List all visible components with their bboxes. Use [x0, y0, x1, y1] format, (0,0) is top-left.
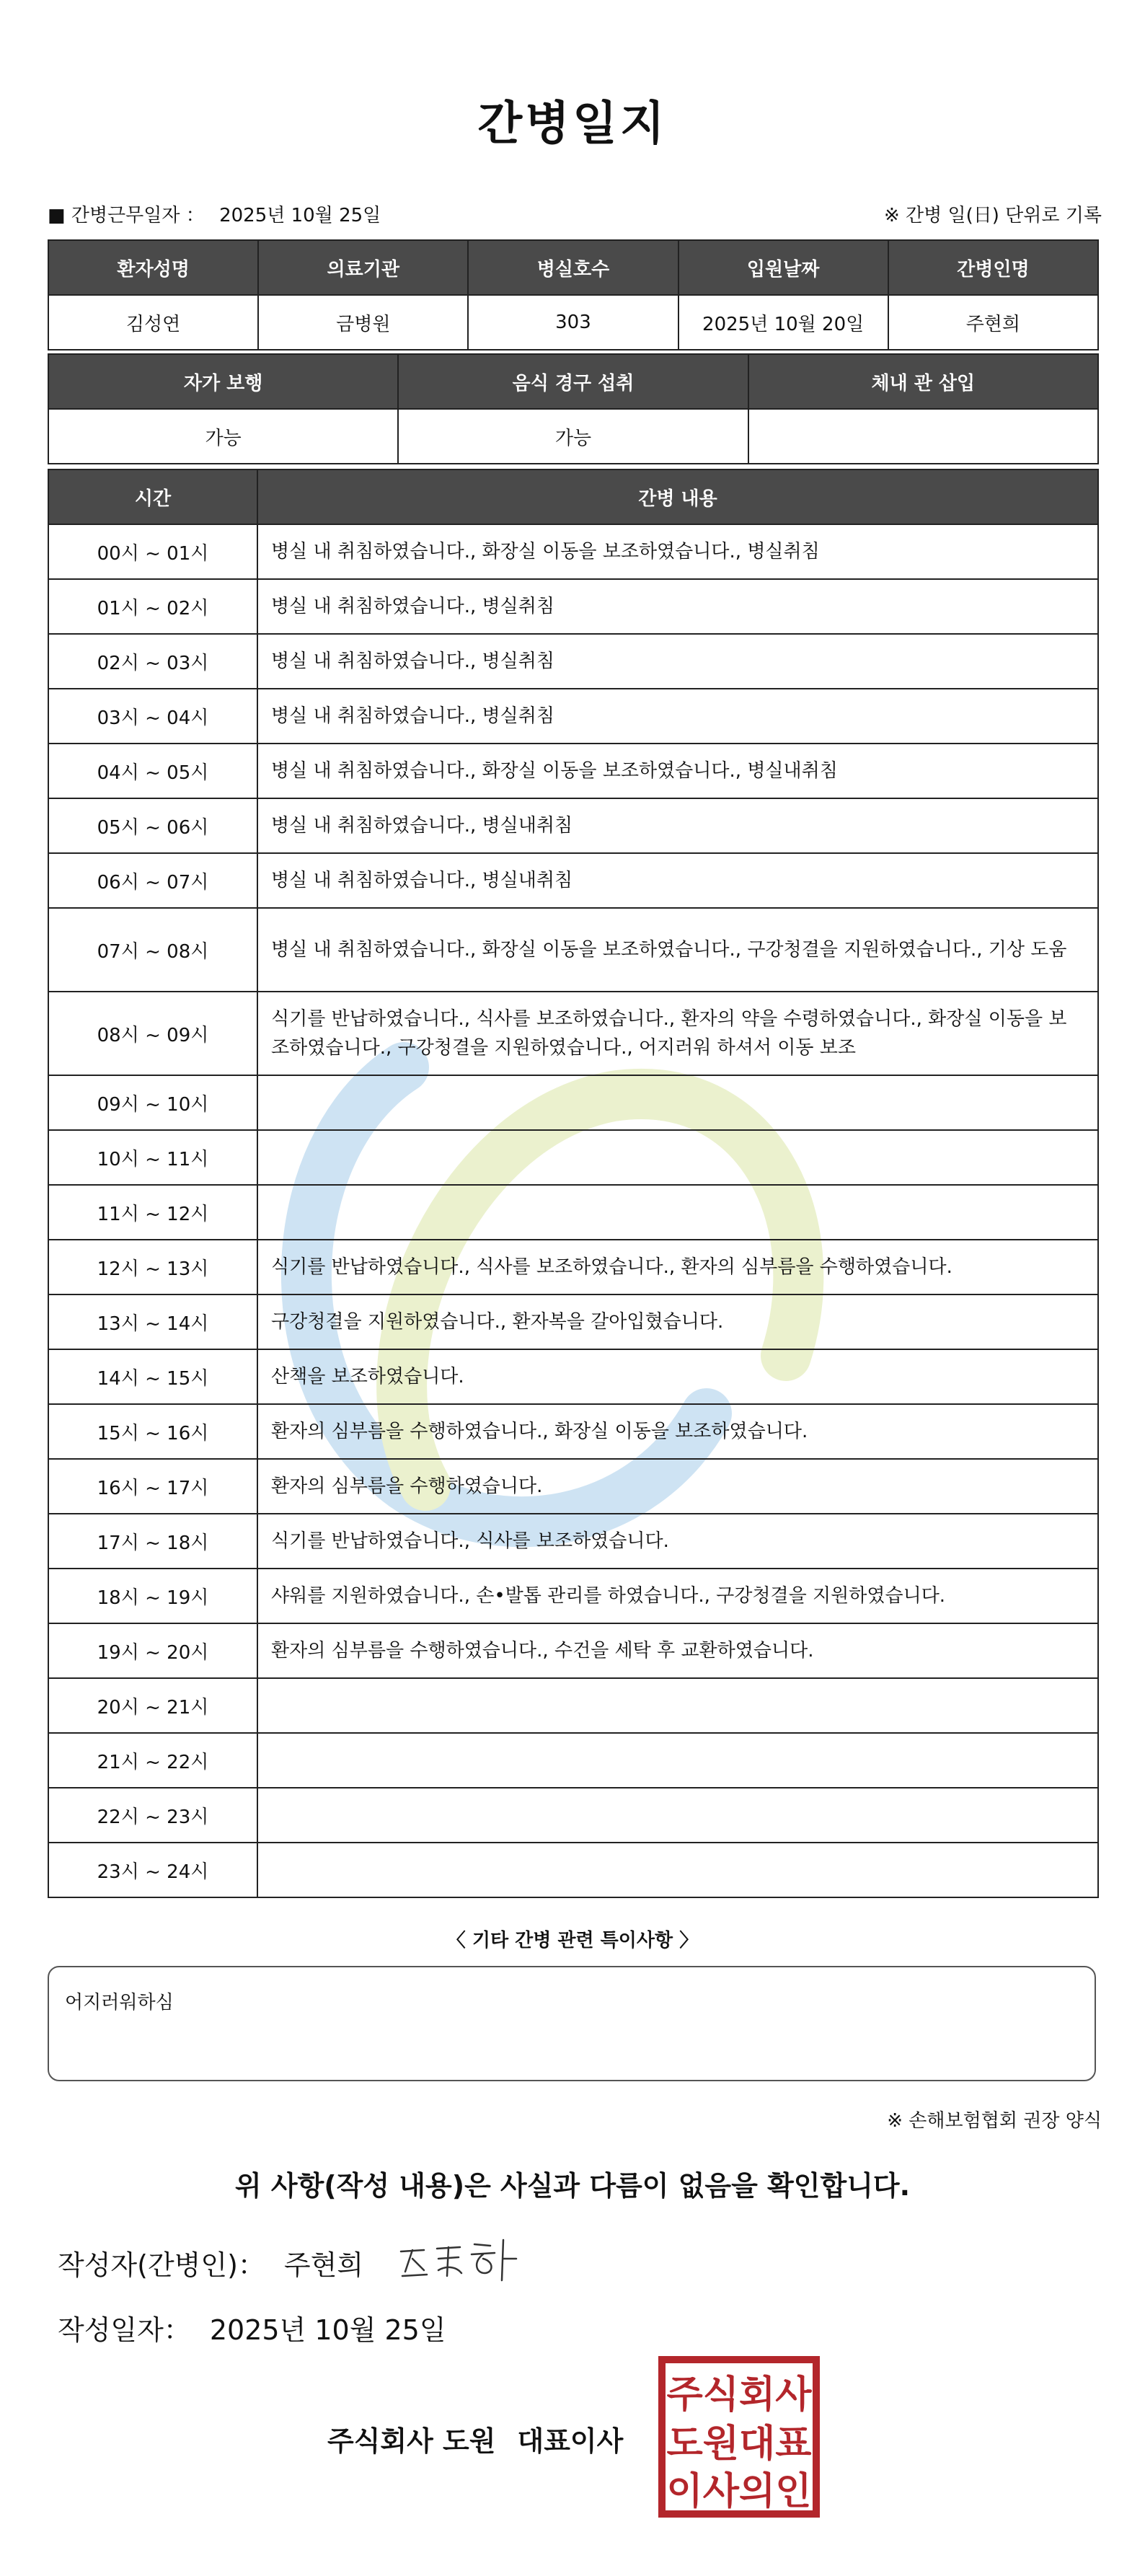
writer-name: 주현희 — [283, 2249, 364, 2281]
care-row — [48, 689, 1098, 744]
care-row — [48, 1130, 1098, 1185]
seal-line-2: 도원대표 — [666, 2422, 812, 2466]
care-content: 환자의 심부름을 수행하였습니다., 화장실 이동을 보조하였습니다. — [257, 1404, 1098, 1459]
work-date — [48, 200, 381, 227]
care-row — [48, 634, 1098, 689]
company-line — [327, 2419, 623, 2458]
info-header: 환자성명 — [48, 240, 258, 295]
care-time: 02시 ~ 03시 — [48, 634, 257, 689]
special-notes-box: 어지러워하심 — [48, 1966, 1096, 2081]
care-content: 식기를 반납하였습니다., 식사를 보조하였습니다., 환자의 약을 수령하였습니다., 화장실 이동을 보조하였습니다., 구강청결을 지원하였습니다., 어지러워 하셔서 이동 보조 — [257, 992, 1098, 1075]
care-time: 23시 ~ 24시 — [48, 1843, 257, 1897]
tube-insertion-value — [748, 409, 1098, 464]
care-time: 14시 ~ 15시 — [48, 1349, 257, 1404]
care-time: 17시 ~ 18시 — [48, 1514, 257, 1569]
care-row — [48, 579, 1098, 634]
care-row — [48, 798, 1098, 853]
care-time: 04시 ~ 05시 — [48, 744, 257, 798]
room-number: 303 — [468, 295, 678, 350]
care-time: 05시 ~ 06시 — [48, 798, 257, 853]
care-time: 08시 ~ 09시 — [48, 992, 257, 1075]
care-content: 산책을 보조하였습니다. — [257, 1349, 1098, 1404]
recommended-form-note: ※ 손해보험협회 권장 양식 — [887, 2110, 1102, 2132]
company-seal-stamp — [658, 2355, 821, 2518]
company-role: 대표이사 — [517, 2425, 624, 2457]
care-row — [48, 1404, 1098, 1459]
care-row — [48, 1075, 1098, 1130]
care-row — [48, 1788, 1098, 1843]
care-time: 12시 ~ 13시 — [48, 1240, 257, 1294]
care-row — [48, 853, 1098, 908]
care-row — [48, 1843, 1098, 1897]
care-row — [48, 1459, 1098, 1514]
care-time: 16시 ~ 17시 — [48, 1459, 257, 1514]
care-content: 병실 내 취침하였습니다., 병실내취침 — [257, 798, 1098, 853]
caregiver-name: 주현희 — [888, 295, 1098, 350]
care-content — [257, 1185, 1098, 1240]
care-content: 구강청결을 지원하였습니다., 환자복을 갈아입혔습니다. — [257, 1294, 1098, 1349]
patient-condition-table — [48, 353, 1099, 464]
care-time: 00시 ~ 01시 — [48, 524, 257, 579]
seal-line-1: 주식회사 — [666, 2373, 812, 2417]
care-row — [48, 744, 1098, 798]
care-content: 식기를 반납하였습니다., 식사를 보조하였습니다. — [257, 1514, 1098, 1569]
care-row — [48, 1294, 1098, 1349]
written-date-value: 2025년 10월 25일 — [209, 2314, 446, 2346]
content-column-header: 간병 내용 — [257, 469, 1098, 524]
care-content: 병실 내 취침하였습니다., 화장실 이동을 보조하였습니다., 병실취침 — [257, 524, 1098, 579]
care-time: 18시 ~ 19시 — [48, 1569, 257, 1623]
care-time: 09시 ~ 10시 — [48, 1075, 257, 1130]
care-time: 01시 ~ 02시 — [48, 579, 257, 634]
info-header: 병실호수 — [468, 240, 678, 295]
work-date-label: ■ 간병근무일자 ： — [48, 205, 205, 226]
care-time: 11시 ~ 12시 — [48, 1185, 257, 1240]
care-content: 병실 내 취침하였습니다., 병실취침 — [257, 579, 1098, 634]
care-time: 10시 ~ 11시 — [48, 1130, 257, 1185]
care-time: 15시 ~ 16시 — [48, 1404, 257, 1459]
care-time: 21시 ~ 22시 — [48, 1733, 257, 1788]
care-time: 22시 ~ 23시 — [48, 1788, 257, 1843]
care-content: 환자의 심부름을 수행하였습니다., 수건을 세탁 후 교환하였습니다. — [257, 1623, 1098, 1678]
daily-record-note: ※ 간병 일(日) 단위로 기록 — [883, 205, 1102, 226]
care-content — [257, 1843, 1098, 1897]
condition-header: 음식 경구 섭취 — [398, 354, 748, 409]
care-log-table — [48, 469, 1099, 1898]
care-row — [48, 1240, 1098, 1294]
oral-intake-value: 가능 — [398, 409, 748, 464]
care-time: 19시 ~ 20시 — [48, 1623, 257, 1678]
writer-line — [58, 2243, 363, 2282]
condition-header: 자가 보행 — [48, 354, 398, 409]
care-content: 병실 내 취침하였습니다., 화장실 이동을 보조하였습니다., 병실내취침 — [257, 744, 1098, 798]
care-content — [257, 1788, 1098, 1843]
care-row — [48, 1623, 1098, 1678]
info-header: 입원날짜 — [678, 240, 888, 295]
care-content: 병실 내 취침하였습니다., 병실내취침 — [257, 853, 1098, 908]
care-content — [257, 1733, 1098, 1788]
info-header: 간병인명 — [888, 240, 1098, 295]
seal-line-3: 이사의인 — [666, 2470, 812, 2513]
written-date-line — [58, 2308, 446, 2347]
handwritten-signature — [395, 2230, 525, 2288]
care-row — [48, 1349, 1098, 1404]
care-row — [48, 1185, 1098, 1240]
care-time: 06시 ~ 07시 — [48, 853, 257, 908]
self-walking-value: 가능 — [48, 409, 398, 464]
medical-institution: 금병원 — [258, 295, 468, 350]
info-header: 의료기관 — [258, 240, 468, 295]
company-name: 주식회사 도원 — [327, 2425, 496, 2457]
care-content: 병실 내 취침하였습니다., 화장실 이동을 보조하였습니다., 구강청결을 지원하였습니다., 기상 도움 — [257, 908, 1098, 992]
care-time: 13시 ~ 14시 — [48, 1294, 257, 1349]
care-row — [48, 992, 1098, 1075]
care-row — [48, 1678, 1098, 1733]
care-row — [48, 524, 1098, 579]
care-time: 20시 ~ 21시 — [48, 1678, 257, 1733]
care-content: 샤워를 지원하였습니다., 손•발톱 관리를 하였습니다., 구강청결을 지원하였습니다. — [257, 1569, 1098, 1623]
care-row — [48, 1514, 1098, 1569]
care-content: 식기를 반납하였습니다., 식사를 보조하였습니다., 환자의 심부름을 수행하였습니다. — [257, 1240, 1098, 1294]
care-row — [48, 908, 1098, 992]
care-content: 환자의 심부름을 수행하였습니다. — [257, 1459, 1098, 1514]
care-content — [257, 1678, 1098, 1733]
care-content: 병실 내 취침하였습니다., 병실취침 — [257, 634, 1098, 689]
care-row — [48, 1569, 1098, 1623]
care-time: 03시 ~ 04시 — [48, 689, 257, 744]
page-title: 간병일지 — [477, 97, 668, 151]
condition-header: 체내 관 삽입 — [748, 354, 1098, 409]
work-date-value: 2025년 10월 25일 — [219, 205, 381, 226]
time-column-header: 시간 — [48, 469, 257, 524]
written-date-label: 작성일자： — [58, 2314, 191, 2346]
writer-label: 작성자(간병인)： — [58, 2249, 265, 2281]
care-content: 병실 내 취침하였습니다., 병실취침 — [257, 689, 1098, 744]
care-content — [257, 1075, 1098, 1130]
confirmation-statement: 위 사항(작성 내용)은 사실과 다름이 없음을 확인합니다. — [234, 2170, 911, 2202]
care-row — [48, 1733, 1098, 1788]
special-notes-title: 〈 기타 간병 관련 특이사항 〉 — [446, 1930, 699, 1951]
care-time: 07시 ~ 08시 — [48, 908, 257, 992]
patient-info-table — [48, 239, 1099, 350]
admission-date: 2025년 10월 20일 — [678, 295, 888, 350]
care-content — [257, 1130, 1098, 1185]
patient-name: 김성연 — [48, 295, 258, 350]
